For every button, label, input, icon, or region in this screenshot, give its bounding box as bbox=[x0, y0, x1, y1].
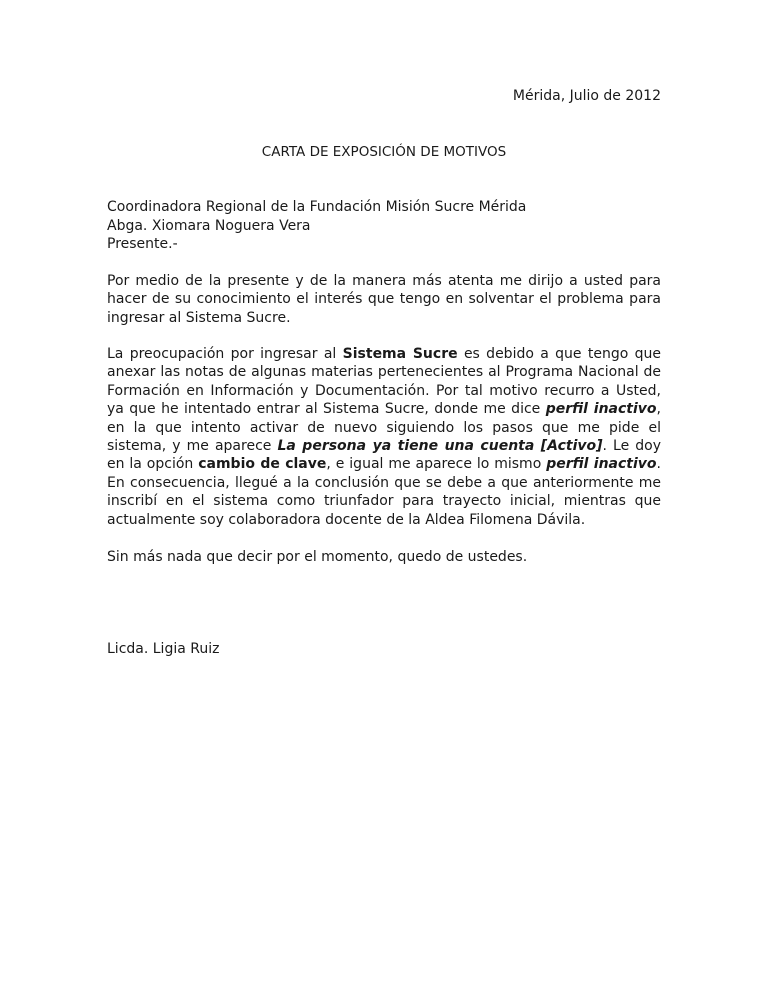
paragraph-text: La preocupación por ingresar al bbox=[107, 346, 343, 362]
paragraph-introduction: Por medio de la presente y de la manera más atenta me dirijo a usted para hacer de su conocimiento el interés que tengo en solventar el problema para ingresar al Sistema Sucre. bbox=[107, 273, 661, 326]
emphasis-account-active-message: La persona ya tiene una cuenta [Activo] bbox=[277, 438, 603, 455]
paragraph-closing: Sin más nada que decir por el momento, quedo de ustedes. bbox=[107, 549, 528, 565]
paragraph-text: es debido a que tengo que anexar las notas de algunas materias pertenecientes al Programa Nacional de Formación en Información y Documentación. Por tal motivo recurro a Usted, ya que he intentado entrar al Sistema Sucre, donde me dice bbox=[107, 346, 662, 418]
recipient-organization: Coordinadora Regional de la Fundación Misión Sucre Mérida bbox=[107, 199, 527, 215]
emphasis-perfil-inactivo: perfil inactivo bbox=[546, 456, 657, 473]
emphasis-sistema-sucre: Sistema Sucre bbox=[342, 346, 458, 362]
emphasis-perfil-inactivo: perfil inactivo bbox=[545, 401, 657, 418]
recipient-name: Abga. Xiomara Noguera Vera bbox=[107, 217, 311, 234]
letter-date: Mérida, Julio de 2012 bbox=[512, 88, 661, 104]
paragraph-text: , en la que intento activar de nuevo siguiendo los pasos que me pide el sistema, y me aparece bbox=[107, 401, 661, 455]
emphasis-cambio-de-clave: cambio de clave bbox=[198, 456, 327, 473]
recipient-salutation: Presente.- bbox=[107, 236, 178, 252]
paragraph-problem-description bbox=[107, 345, 661, 529]
paragraph-text: , e igual me aparece lo mismo bbox=[326, 456, 547, 473]
recipient-block bbox=[107, 198, 526, 254]
paragraph-text: . En consecuencia, llegué a la conclusión que se debe a que anteriormente me inscribí en el sistema como triunfador para trayecto inicial, mientras que actualmente soy colaboradora docente de la Aldea Filomena Dávila. bbox=[107, 456, 661, 528]
signature: Licda. Ligia Ruiz bbox=[107, 641, 220, 657]
paragraph-text: . Le doy en la opción bbox=[107, 438, 661, 473]
letter-title: CARTA DE EXPOSICIÓN DE MOTIVOS bbox=[261, 144, 507, 160]
